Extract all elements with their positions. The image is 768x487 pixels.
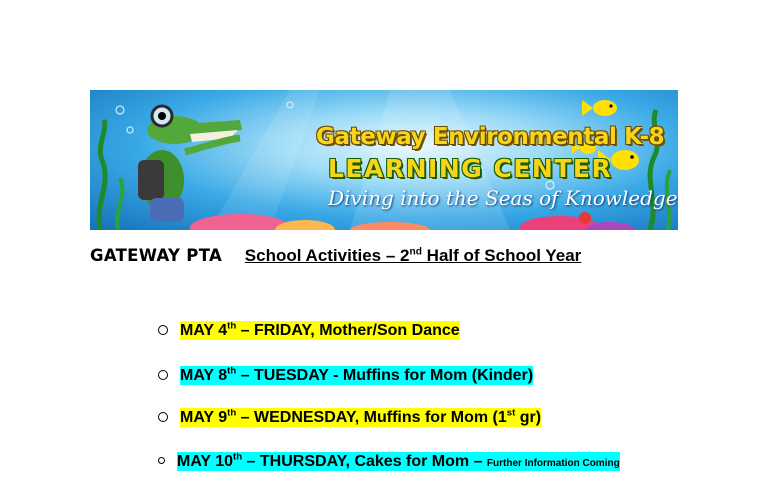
crab-icon — [579, 212, 591, 224]
event-item — [158, 408, 541, 428]
event-text: MAY 10th – THURSDAY, Cakes for Mom – Further Information Coming — [177, 451, 620, 470]
page-title: School Activities – 2nd Half of School Year — [244, 246, 582, 265]
seaweed-left-icon — [99, 120, 105, 230]
event-text: MAY 8th – TUESDAY - Muffins for Mom (Kinder) — [180, 365, 534, 384]
event-text: MAY 9th – WEDNESDAY, Muffins for Mom (1st gr) — [180, 407, 542, 426]
bullet-circle-icon — [158, 370, 168, 380]
banner-slogan: Diving into the Seas of Knowledge — [328, 186, 678, 210]
banner-center-title: LEARNING CENTER — [328, 154, 613, 183]
event-item — [158, 452, 620, 472]
banner-school-name: Gateway Environmental K-8 — [316, 124, 665, 150]
school-banner — [90, 90, 678, 230]
yellow-fish-icon — [582, 100, 617, 116]
event-item — [158, 366, 533, 386]
coral-icon — [190, 214, 290, 230]
event-note: Further Information Coming — [486, 458, 620, 469]
event-item — [158, 321, 460, 341]
org-name: GATEWAY PTA — [90, 246, 223, 265]
bullet-circle-icon — [158, 412, 168, 422]
page-heading — [90, 246, 581, 266]
bullet-circle-icon — [158, 457, 165, 464]
bullet-circle-icon — [158, 325, 168, 335]
event-text: MAY 4th – FRIDAY, Mother/Son Dance — [180, 320, 460, 339]
